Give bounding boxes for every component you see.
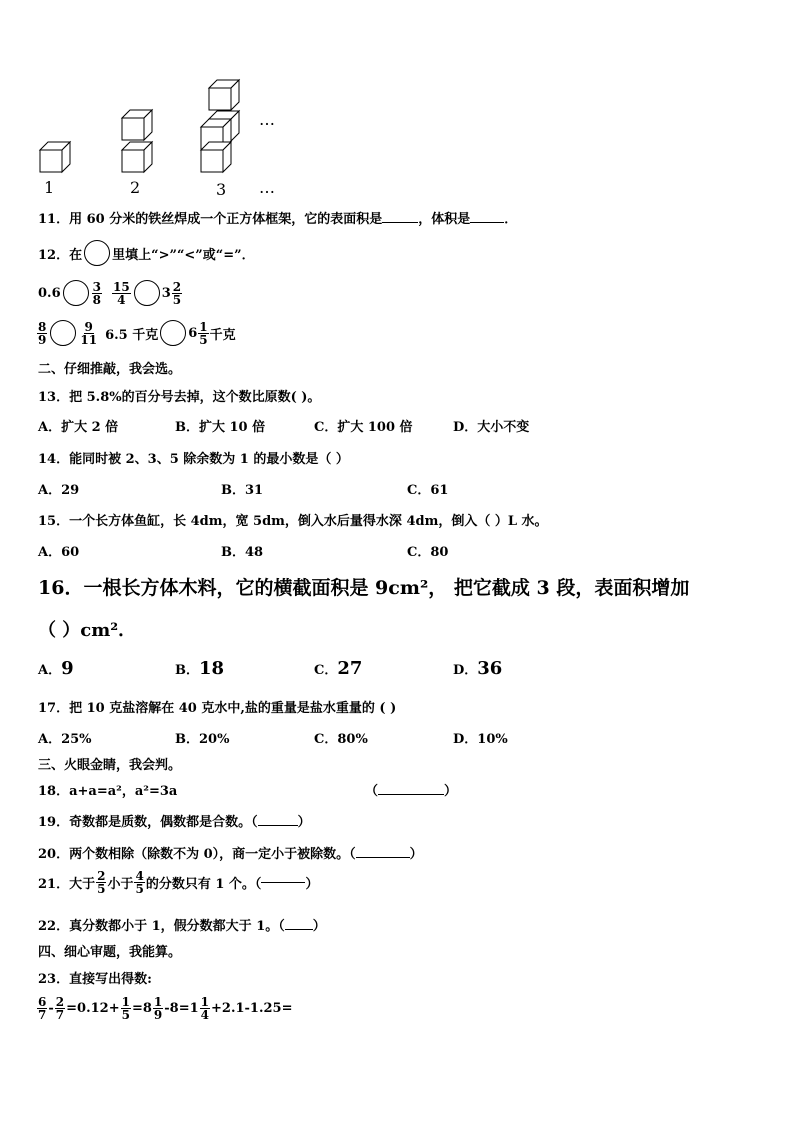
cube-3-bottom <box>201 142 231 172</box>
question-12-row-1: 0.6 $\frac{3}{8}$ $\frac{15}{4}$ 3 $\frac{2}{5}$ <box>38 279 182 307</box>
question-21: 21．大于 $\frac{2}{5}$ 小于 $\frac{4}{5}$ 的分数只有 1 个。（ ） <box>38 869 319 896</box>
compare-circle <box>84 240 110 266</box>
compare-circle-2[interactable] <box>134 280 160 306</box>
answer-blank[interactable] <box>261 882 305 883</box>
option-16-a[interactable]: A． 9 <box>38 658 74 679</box>
fraction: $\frac{9}{11}$ <box>80 319 98 347</box>
compare-circle-3[interactable] <box>50 320 76 346</box>
option-13-c[interactable]: C．扩大 100 倍 <box>314 420 413 435</box>
figure-ellipsis-bottom: … <box>259 178 275 197</box>
option-13-d[interactable]: D．大小不变 <box>453 420 530 435</box>
option-17-a[interactable]: A．25% <box>38 732 92 747</box>
compare-circle-4[interactable] <box>160 320 186 346</box>
fraction: $\frac{6}{7}$ <box>38 995 47 1022</box>
question-12: 12．在 里填上“>”“<”或“=”． <box>38 240 255 266</box>
option-15-b[interactable]: B．48 <box>221 545 264 560</box>
option-16-d[interactable]: D． 36 <box>453 658 503 679</box>
cube-stack-figure <box>30 76 290 201</box>
question-14: 14．能同时被 2、3、5 除余数为 1 的最小数是（ ） <box>38 452 349 467</box>
answer-paren-18[interactable]: （ ） <box>365 784 458 799</box>
figure-label-3: 3 <box>216 180 227 199</box>
answer-blank[interactable] <box>356 857 410 858</box>
fraction: $\frac{1}{5}$ <box>121 995 130 1022</box>
fraction: $\frac{1}{5}$ <box>199 319 208 347</box>
question-16-line-1: 16．一根长方体木料，它的横截面积是 9cm²， 把它截成 3 段，表面积增加 <box>38 577 690 599</box>
option-15-c[interactable]: C．80 <box>407 545 449 560</box>
option-17-b[interactable]: B．20% <box>175 732 230 747</box>
fraction: $\frac{3}{8}$ <box>92 279 101 307</box>
option-17-c[interactable]: C．80% <box>314 732 368 747</box>
fraction: $\frac{8}{9}$ <box>38 319 47 347</box>
question-11: 11．用 60 分米的铁丝焊成一个正方体框架，它的表面积是 ，体积是 ． <box>38 212 518 227</box>
question-13: 13．把 5.8%的百分号去掉，这个数比原数( )。 <box>38 390 321 405</box>
question-22: 22．真分数都小于 1，假分数都大于 1。（ ） <box>38 919 326 934</box>
section-2-heading: 二、仔细推敲，我会选。 <box>38 362 182 377</box>
fraction: $\frac{2}{5}$ <box>172 279 182 307</box>
figure-label-1: 1 <box>44 178 55 197</box>
answer-blank[interactable] <box>258 825 298 826</box>
option-13-b[interactable]: B．扩大 10 倍 <box>175 420 266 435</box>
fraction: $\frac{1}{4}$ <box>200 995 210 1022</box>
figure-label-2: 2 <box>130 178 141 197</box>
option-14-c[interactable]: C．61 <box>407 483 449 498</box>
question-19: 19．奇数都是质数，偶数都是合数。（ ） <box>38 815 311 830</box>
cube-2-top <box>122 110 152 140</box>
cube-3-top <box>209 80 239 110</box>
fraction: $\frac{2}{7}$ <box>55 995 65 1022</box>
question-20: 20．两个数相除（除数不为 0），商一定小于被除数。（ ） <box>38 847 423 862</box>
question-17: 17．把 10 克盐溶解在 40 克水中,盐的重量是盐水重量的 ( ) <box>38 701 397 716</box>
answer-blank[interactable] <box>285 929 313 930</box>
fraction: $\frac{4}{5}$ <box>135 869 144 896</box>
section-4-heading: 四、细心审题，我能算。 <box>38 945 182 960</box>
compare-circle-1[interactable] <box>63 280 89 306</box>
figure-ellipsis-top: … <box>259 110 275 129</box>
option-17-d[interactable]: D．10% <box>453 732 508 747</box>
question-12-row-2: $\frac{8}{9}$ $\frac{9}{11}$ 6.5 千克 6 $\frac{1}{5}$ 千克 <box>38 319 236 347</box>
option-13-a[interactable]: A．扩大 2 倍 <box>38 420 119 435</box>
fraction: $\frac{2}{5}$ <box>97 869 106 896</box>
question-16-line-2: （ ）cm²． <box>38 620 137 641</box>
question-23: 23．直接写出得数: <box>38 972 152 987</box>
option-14-b[interactable]: B．31 <box>221 483 264 498</box>
option-16-c[interactable]: C． 27 <box>314 658 363 679</box>
question-15: 15．一个长方体鱼缸，长 4dm，宽 5dm，倒入水后量得水深 4dm，倒入（ ）L 水。 <box>38 514 548 529</box>
option-14-a[interactable]: A．29 <box>38 483 80 498</box>
answer-blank[interactable] <box>382 222 418 223</box>
question-23-expressions: $\frac{6}{7}$ - $\frac{2}{7}$ = 0.12+ $\frac{1}{5}$ = 8 $\frac{1}{9}$ -8= 1 $\frac{1}{4}$ +2.1-1.25= <box>38 995 293 1022</box>
fraction: $\frac{15}{4}$ <box>112 279 130 307</box>
cube-2-bottom <box>122 142 152 172</box>
question-18: 18．a+a=a²，a²=3a <box>38 784 178 799</box>
fraction: $\frac{1}{9}$ <box>153 995 163 1022</box>
option-16-b[interactable]: B． 18 <box>175 658 225 679</box>
option-15-a[interactable]: A．60 <box>38 545 80 560</box>
answer-blank[interactable] <box>470 222 504 223</box>
cube-1 <box>40 142 70 172</box>
section-3-heading: 三、火眼金睛，我会判。 <box>38 758 182 773</box>
